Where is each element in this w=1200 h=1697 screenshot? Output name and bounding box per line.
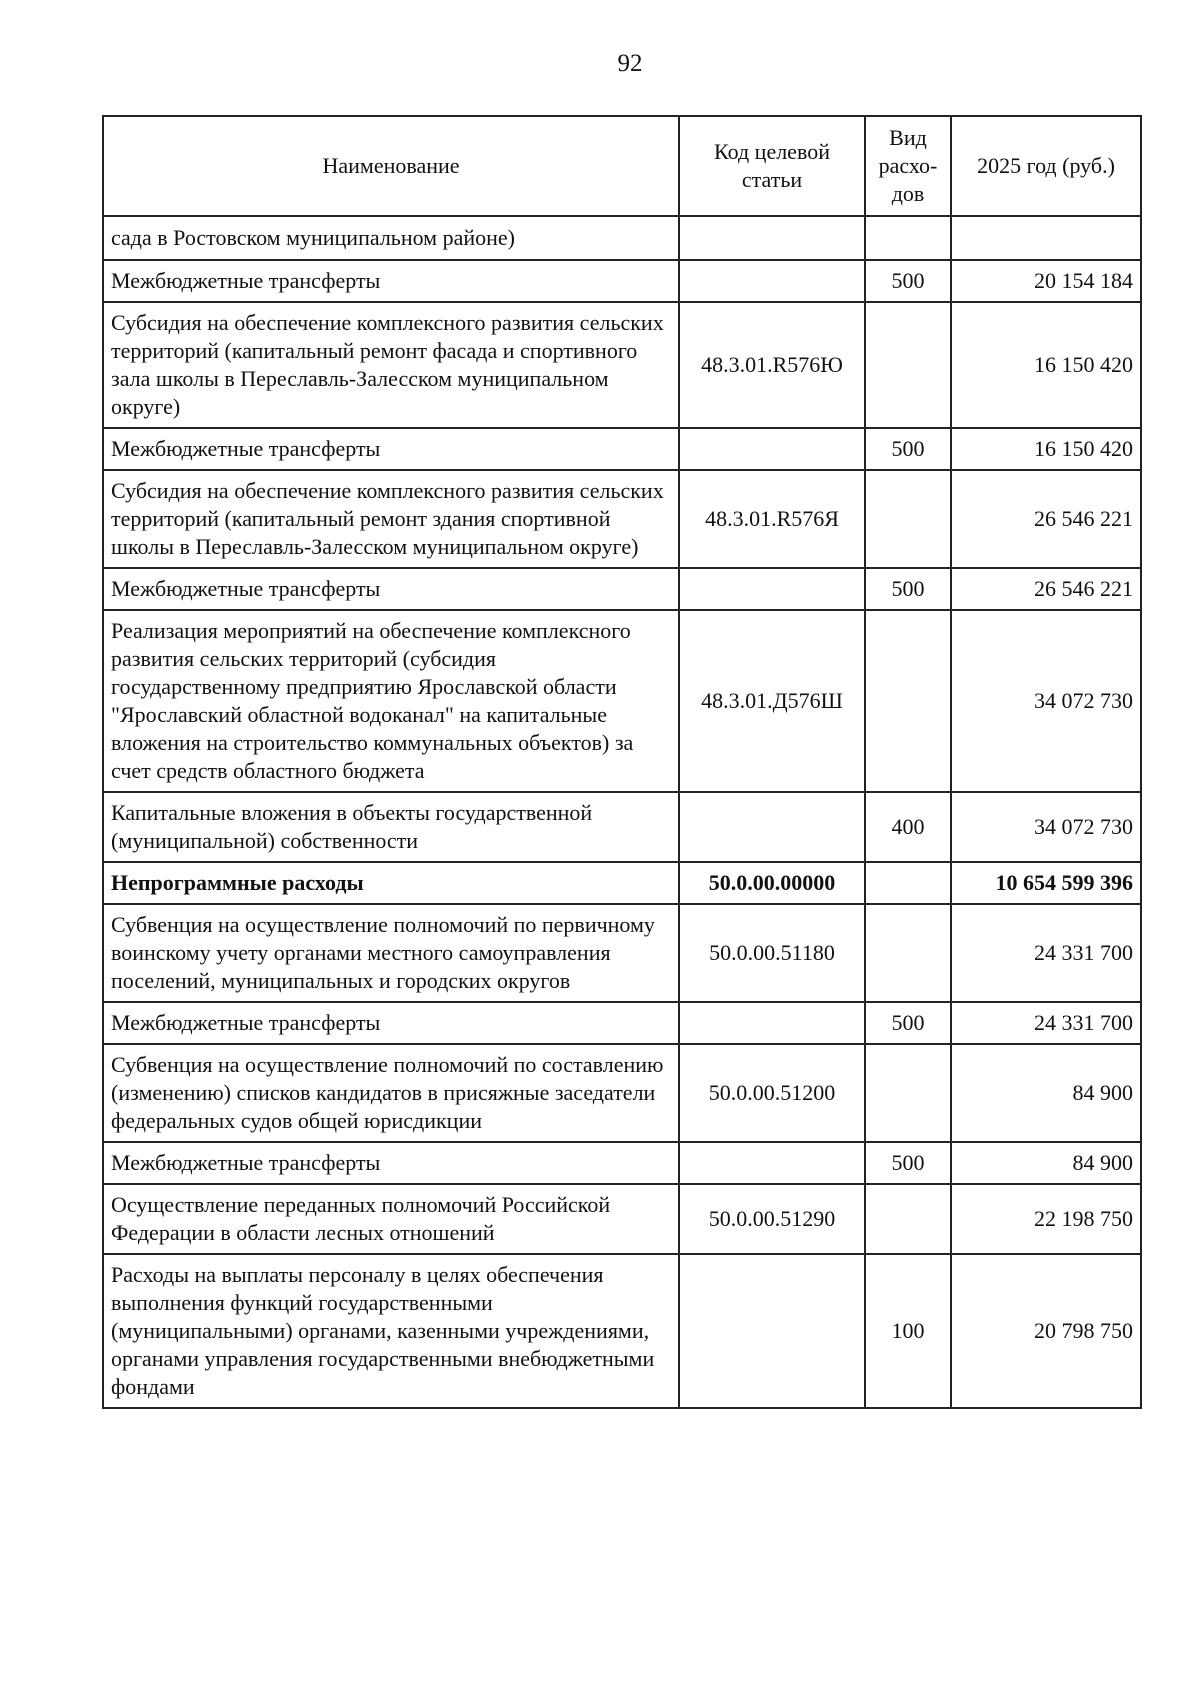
table-row [103,260,1141,302]
table-row [103,216,1141,260]
cell-type: 500 [865,428,951,470]
cell-type: 500 [865,260,951,302]
cell-amount: 16 150 420 [951,428,1141,470]
cell-code: 50.0.00.51180 [679,904,865,1002]
cell-name: Субсидия на обеспечение комплексного развития сельских территорий (капитальный ремонт фасада и спортивного зала школы в Переславль-Залесском муниципальном округе) [103,302,679,428]
cell-type [865,904,951,1002]
cell-amount: 26 546 221 [951,470,1141,568]
cell-code: 48.3.01.R576Я [679,470,865,568]
cell-type: 400 [865,792,951,862]
cell-name: Капитальные вложения в объекты государственной (муниципальной) собственности [103,792,679,862]
cell-code: 50.0.00.00000 [679,862,865,904]
cell-code: 50.0.00.51200 [679,1044,865,1142]
cell-code [679,428,865,470]
cell-amount: 22 198 750 [951,1184,1141,1254]
cell-code [679,216,865,260]
table-row [103,862,1141,904]
header-amount: 2025 год (руб.) [951,116,1141,216]
table-row [103,1184,1141,1254]
table-row [103,792,1141,862]
table-row [103,610,1141,792]
table-row [103,1142,1141,1184]
cell-code [679,568,865,610]
cell-code [679,1254,865,1408]
header-type: Вид расхо-дов [865,116,951,216]
cell-type [865,610,951,792]
cell-name: Межбюджетные трансферты [103,260,679,302]
cell-code: 48.3.01.Д576Ш [679,610,865,792]
cell-amount: 84 900 [951,1044,1141,1142]
cell-type: 500 [865,1002,951,1044]
cell-name: сада в Ростовском муниципальном районе) [103,216,679,260]
table-row [103,904,1141,1002]
cell-name: Расходы на выплаты персоналу в целях обеспечения выполнения функций государственными (муниципальными) органами, казенными учреждениями, органами управления государственными внебюджетными фондами [103,1254,679,1408]
cell-amount: 24 331 700 [951,904,1141,1002]
cell-amount: 34 072 730 [951,792,1141,862]
cell-name: Межбюджетные трансферты [103,428,679,470]
cell-name: Субвенция на осуществление полномочий по составлению (изменению) списков кандидатов в присяжные заседатели федеральных судов общей юрисдикции [103,1044,679,1142]
table-row [103,1044,1141,1142]
cell-code [679,1002,865,1044]
cell-amount: 24 331 700 [951,1002,1141,1044]
cell-amount: 20 154 184 [951,260,1141,302]
cell-amount: 26 546 221 [951,568,1141,610]
budget-table [102,115,1142,1409]
cell-name: Осуществление переданных полномочий Российской Федерации в области лесных отношений [103,1184,679,1254]
cell-name: Реализация мероприятий на обеспечение комплексного развития сельских территорий (субсидия государственному предприятию Ярославской области "Ярославский областной водоканал" на капитальные вложения на строительство коммунальных объектов) за счет средств областного бюджета [103,610,679,792]
cell-code: 48.3.01.R576Ю [679,302,865,428]
table-row [103,470,1141,568]
table-row [103,428,1141,470]
cell-code [679,792,865,862]
cell-type [865,862,951,904]
cell-code [679,260,865,302]
cell-code: 50.0.00.51290 [679,1184,865,1254]
cell-type [865,216,951,260]
cell-name: Непрограммные расходы [103,862,679,904]
cell-amount: 34 072 730 [951,610,1141,792]
cell-type [865,302,951,428]
cell-type: 500 [865,1142,951,1184]
header-code: Код целевой статьи [679,116,865,216]
cell-name: Межбюджетные трансферты [103,1142,679,1184]
cell-code [679,1142,865,1184]
cell-amount: 84 900 [951,1142,1141,1184]
table-row [103,568,1141,610]
cell-name: Субвенция на осуществление полномочий по первичному воинскому учету органами местного самоуправления поселений, муниципальных и городских округов [103,904,679,1002]
cell-type [865,1044,951,1142]
header-name: Наименование [103,116,679,216]
cell-name: Межбюджетные трансферты [103,1002,679,1044]
cell-amount: 20 798 750 [951,1254,1141,1408]
cell-type [865,470,951,568]
cell-type: 500 [865,568,951,610]
table-row [103,1002,1141,1044]
cell-name: Субсидия на обеспечение комплексного развития сельских территорий (капитальный ремонт здания спортивной школы в Переславль-Залесском муниципальном округе) [103,470,679,568]
cell-amount: 16 150 420 [951,302,1141,428]
cell-type [865,1184,951,1254]
table-row [103,302,1141,428]
cell-name: Межбюджетные трансферты [103,568,679,610]
page-number: 92 [617,50,643,77]
cell-amount [951,216,1141,260]
table-header-row [103,116,1141,216]
table-body [103,216,1141,1408]
cell-type: 100 [865,1254,951,1408]
table-row [103,1254,1141,1408]
cell-amount: 10 654 599 396 [951,862,1141,904]
